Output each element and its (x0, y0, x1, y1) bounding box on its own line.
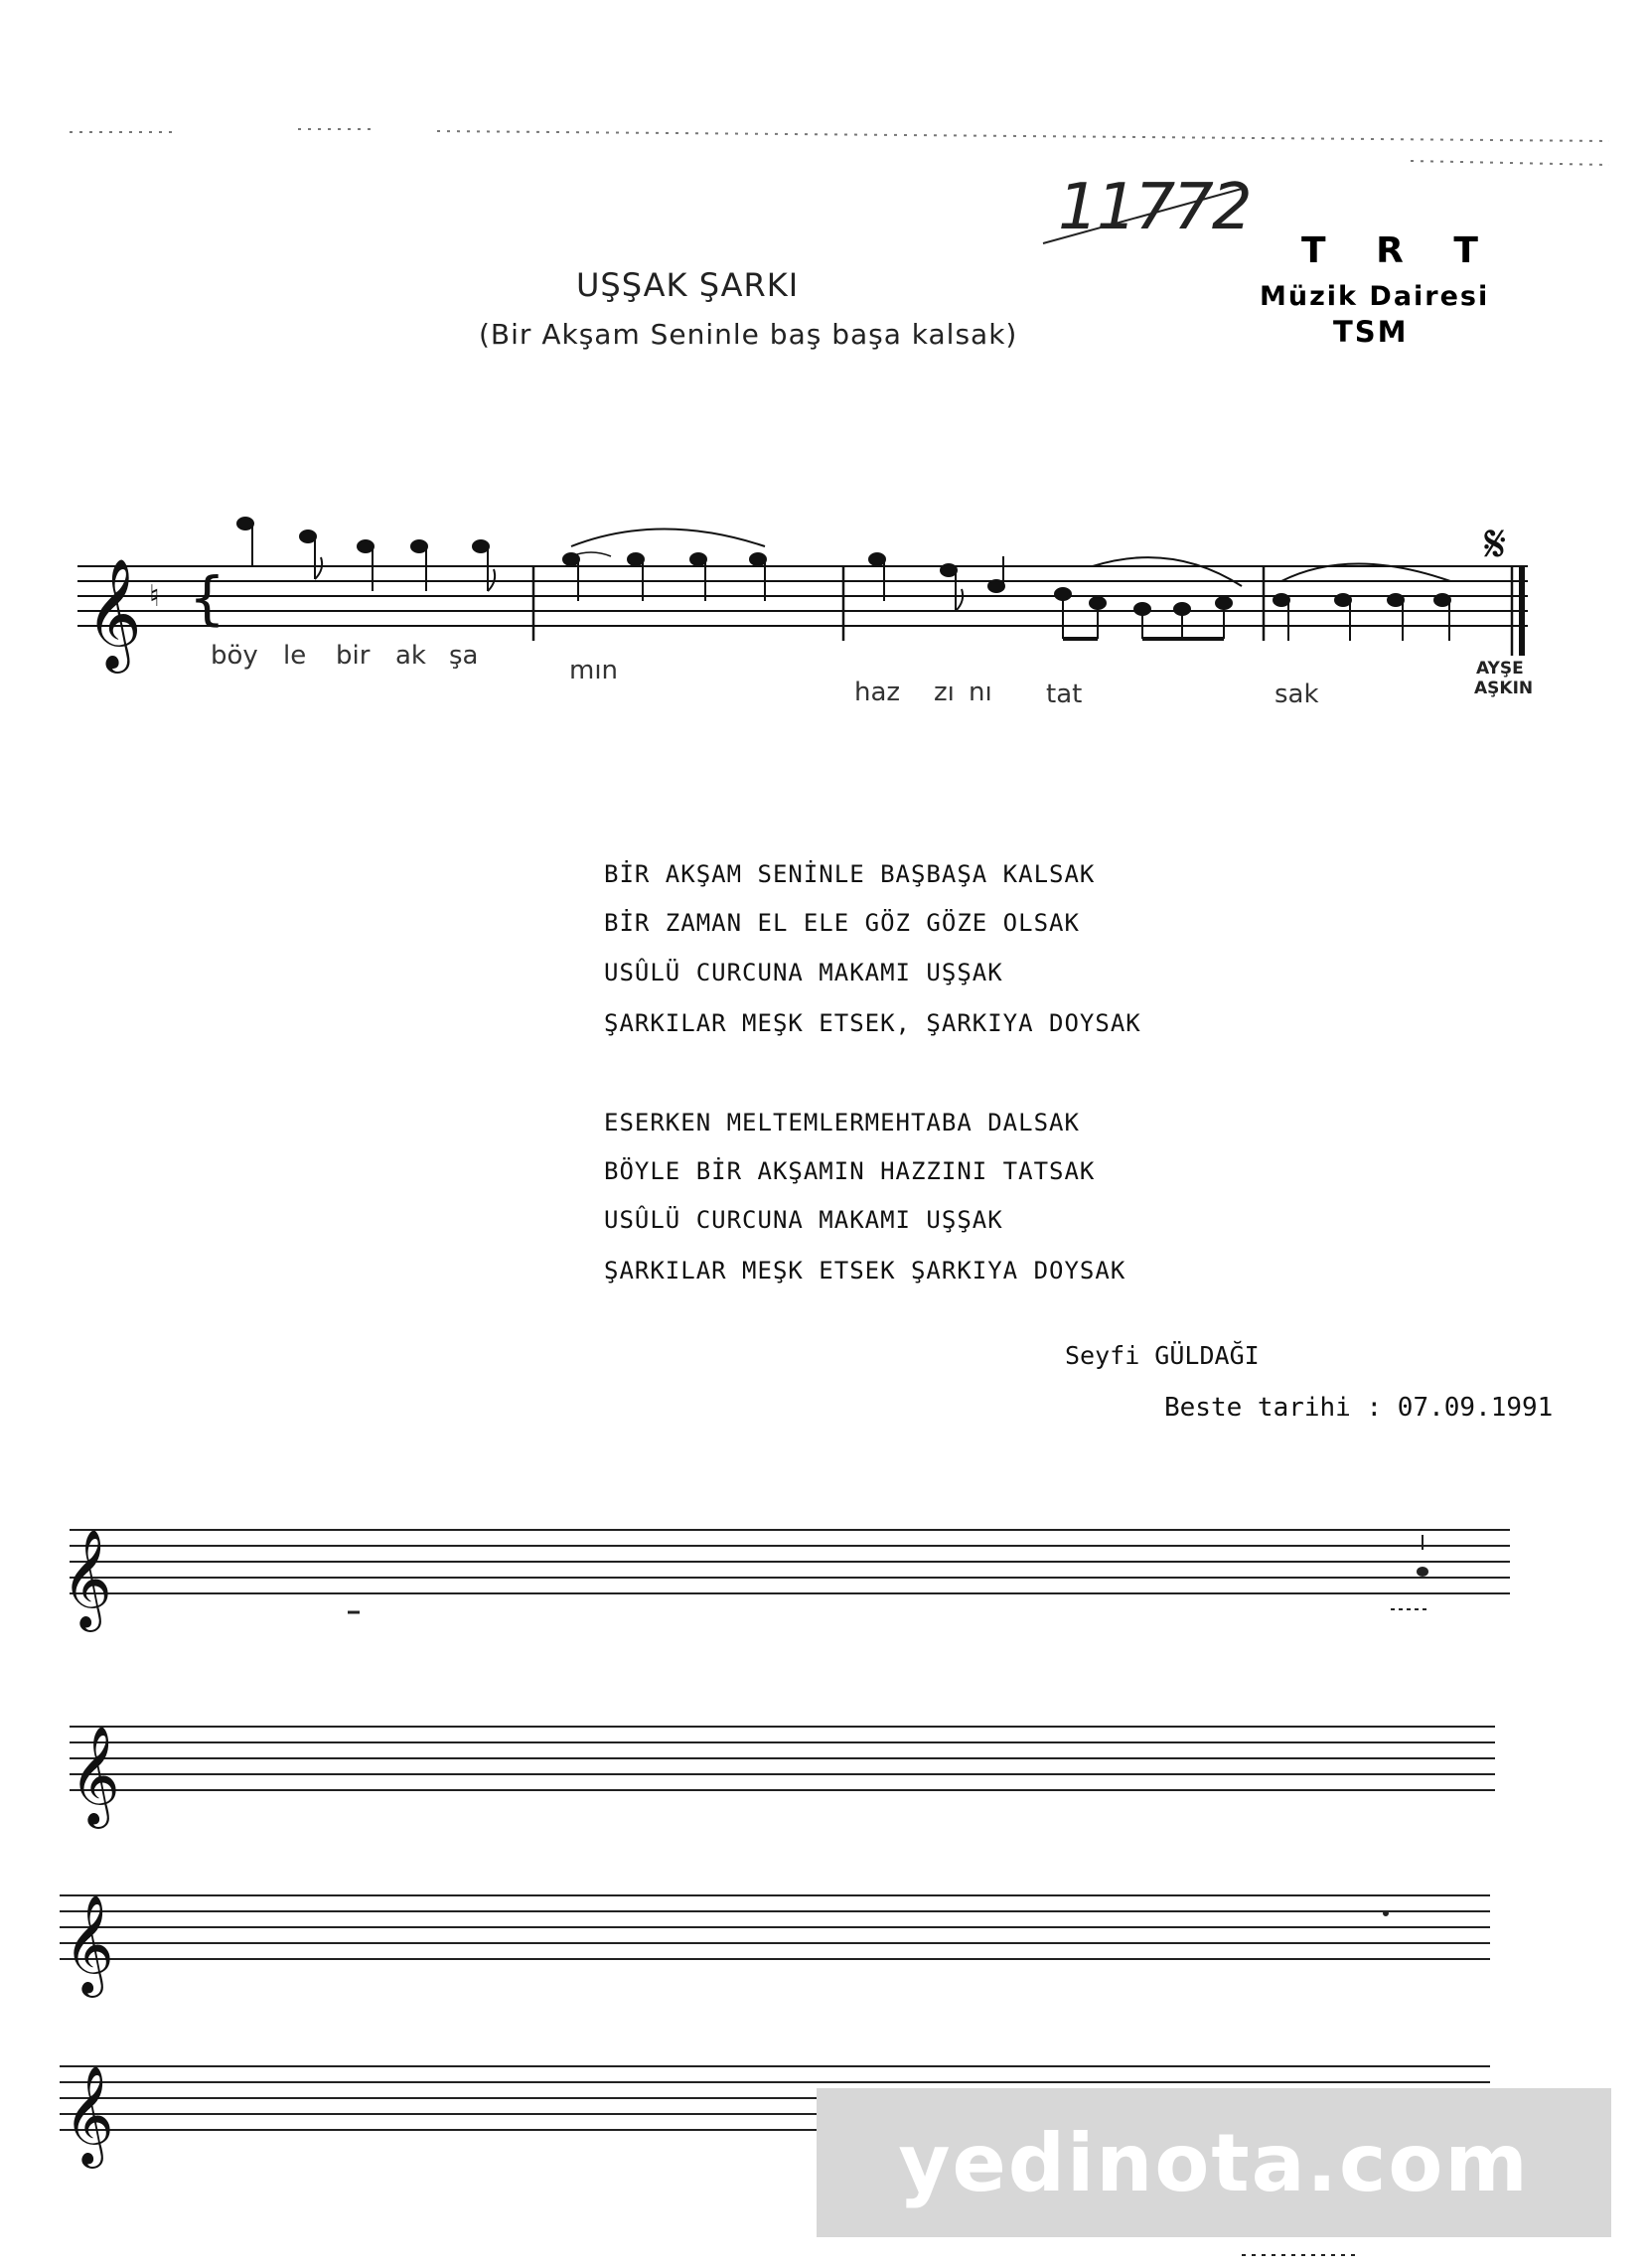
poem-line: ŞARKILAR MEŞK ETSEK, ŞARKIYA DOYSAK (604, 1009, 1141, 1037)
composer-name: Seyfi GÜLDAĞI (1065, 1341, 1260, 1370)
poem-line: USÛLÜ CURCUNA MAKAMI UŞŞAK (604, 1206, 1003, 1234)
watermark-text: yedinota.com (898, 2116, 1530, 2209)
arranger-signature-line1: AYŞE (1476, 659, 1524, 679)
treble-clef-icon: 𝄞 (62, 1529, 112, 1628)
arranger-signature-line2: AŞKIN (1474, 679, 1534, 698)
poem-line: BİR ZAMAN EL ELE GÖZ GÖZE OLSAK (604, 909, 1080, 937)
lyric-syllable: böy (211, 641, 258, 671)
poem-line: ŞARKILAR MEŞK ETSEK ŞARKIYA DOYSAK (604, 1257, 1126, 1285)
empty-staff-3 (60, 1895, 1490, 1959)
lyric-syllable: zı (934, 678, 955, 707)
number-underline-stroke (1043, 189, 1242, 243)
lyric-syllable: haz (854, 678, 901, 707)
watermark (817, 2088, 1611, 2237)
lyric-syllable: şa (449, 641, 479, 671)
measure-1-notes (237, 518, 495, 591)
lyric-syllable: ak (395, 641, 426, 671)
poem-line: BÖYLE BİR AKŞAMIN HAZZINI TATSAK (604, 1157, 1096, 1185)
poem-line: ESERKEN MELTEMLERMEHTABA DALSAK (604, 1109, 1080, 1136)
flat-sign-icon: ♮ (149, 579, 160, 614)
treble-clef-icon: 𝄞 (85, 557, 142, 669)
segno-icon: 𝄋 (1484, 515, 1507, 574)
lyric-syllable: mın (569, 656, 619, 685)
treble-clef-icon: 𝄞 (70, 1726, 120, 1825)
document-number: 11772 (1058, 171, 1251, 244)
lyric-syllable: nı (969, 678, 992, 707)
empty-staff-1 (70, 1530, 1510, 1593)
measure-2-notes (563, 529, 766, 602)
treble-clef-icon: 𝄞 (64, 1894, 114, 1994)
lyric-syllable: sak (1274, 680, 1319, 709)
measure-4-notes (1274, 564, 1450, 642)
main-staff (77, 566, 1528, 626)
poem-line: USÛLÜ CURCUNA MAKAMI UŞŞAK (604, 959, 1003, 986)
stamp-trt: T R T (1301, 230, 1480, 271)
lyric-syllable: tat (1046, 680, 1083, 709)
lyric-syllable: bir (336, 641, 371, 671)
stamp-department: Müzik Dairesi (1260, 281, 1490, 312)
poem-line: BİR AKŞAM SENİNLE BAŞBAŞA KALSAK (604, 860, 1096, 888)
composition-date: Beste tarihi : 07.09.1991 (1164, 1393, 1554, 1423)
stamp-tsm: TSM (1333, 315, 1409, 349)
song-subtitle: (Bir Akşam Seninle baş başa kalsak) (479, 318, 1018, 351)
lyric-syllable: le (283, 641, 307, 671)
song-title: UŞŞAK ŞARKI (576, 266, 800, 304)
empty-staff-2 (70, 1727, 1495, 1790)
scan-noise (70, 129, 1609, 165)
brace-icon: { (189, 564, 225, 632)
treble-clef-icon: 𝄞 (64, 2065, 114, 2165)
